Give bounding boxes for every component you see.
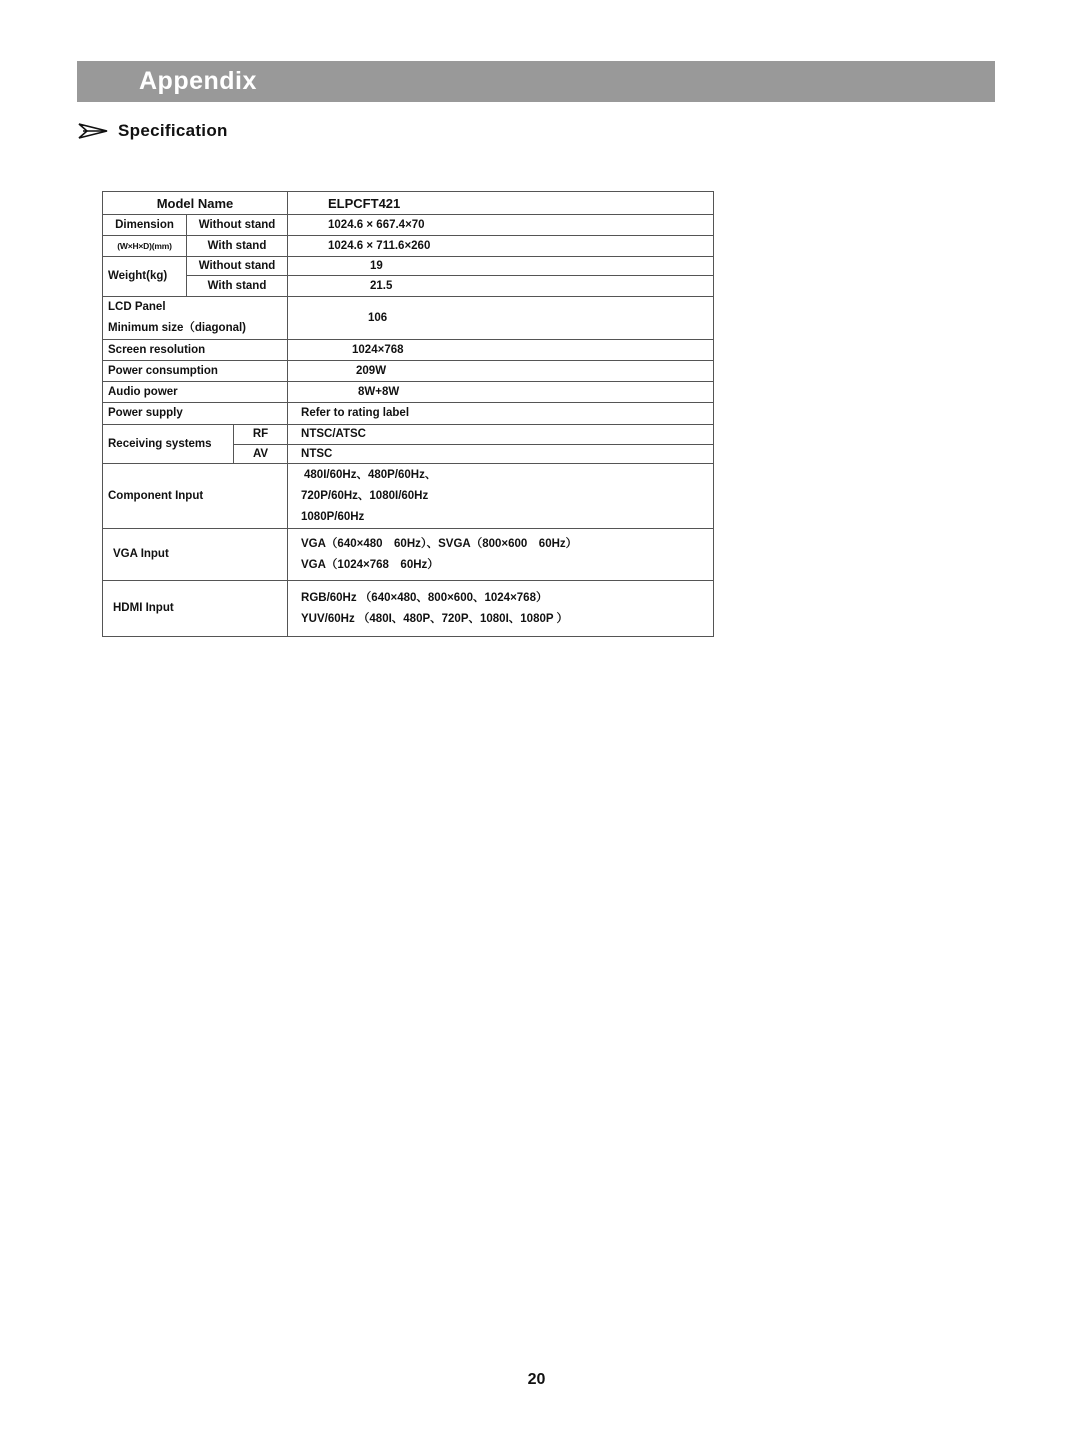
component-input-line2: 720P/60Hz、1080I/60Hz bbox=[301, 489, 429, 502]
weight-label: Weight(kg) bbox=[103, 257, 187, 297]
dimension-unit: (W×H×D)(mm) bbox=[103, 236, 187, 257]
power-supply-label: Power supply bbox=[103, 403, 288, 425]
receiving-rf-value: NTSC/ATSC bbox=[288, 425, 714, 445]
hdmi-input-value bbox=[288, 581, 714, 637]
dimension-without-stand-label: Without stand bbox=[187, 215, 288, 236]
table-row bbox=[103, 297, 714, 340]
table-row bbox=[103, 425, 714, 445]
hdmi-input-line2: YUV/60Hz （480I、480P、720P、1080I、1080P ） bbox=[301, 612, 569, 625]
table-row bbox=[103, 192, 714, 215]
model-name-value: ELPCFT421 bbox=[288, 192, 714, 215]
table-row bbox=[103, 382, 714, 403]
arrow-right-icon bbox=[78, 123, 108, 139]
page-number: 20 bbox=[527, 1371, 546, 1388]
dimension-label: Dimension bbox=[103, 215, 187, 236]
receiving-av-label: AV bbox=[234, 445, 288, 464]
screen-resolution-label: Screen resolution bbox=[103, 340, 288, 361]
power-consumption-value: 209W bbox=[288, 361, 714, 382]
lcd-panel-label bbox=[103, 297, 288, 340]
table-row bbox=[103, 581, 714, 637]
weight-without-stand-label: Without stand bbox=[187, 257, 288, 276]
lcd-panel-label-line2: Minimum size（diagonal) bbox=[108, 322, 247, 334]
receiving-systems-label: Receiving systems bbox=[103, 425, 234, 464]
component-input-line3: 1080P/60Hz bbox=[301, 510, 365, 523]
appendix-banner bbox=[77, 61, 995, 102]
dimension-with-stand-label: With stand bbox=[187, 236, 288, 257]
receiving-rf-label: RF bbox=[234, 425, 288, 445]
dimension-without-stand-value: 1024.6 × 667.4×70 bbox=[288, 215, 714, 236]
lcd-panel-value: 106 bbox=[288, 297, 714, 340]
component-input-value bbox=[288, 464, 714, 529]
weight-without-stand-value: 19 bbox=[288, 257, 714, 276]
receiving-av-value: NTSC bbox=[288, 445, 714, 464]
table-row bbox=[103, 215, 714, 236]
weight-with-stand-value: 21.5 bbox=[288, 276, 714, 297]
vga-input-label: VGA Input bbox=[103, 529, 288, 581]
specification-table bbox=[102, 191, 714, 637]
audio-power-label: Audio power bbox=[103, 382, 288, 403]
screen-resolution-value: 1024×768 bbox=[288, 340, 714, 361]
weight-with-stand-label: With stand bbox=[187, 276, 288, 297]
power-supply-value: Refer to rating label bbox=[288, 403, 714, 425]
vga-input-line2: VGA（1024×768 60Hz） bbox=[301, 558, 439, 571]
page-title: Appendix bbox=[139, 67, 257, 95]
table-row bbox=[103, 236, 714, 257]
dimension-with-stand-value: 1024.6 × 711.6×260 bbox=[288, 236, 714, 257]
section-heading bbox=[78, 119, 228, 143]
hdmi-input-label: HDMI Input bbox=[103, 581, 288, 637]
audio-power-value: 8W+8W bbox=[288, 382, 714, 403]
table-row bbox=[103, 403, 714, 425]
hdmi-input-line1: RGB/60Hz （640×480、800×600、1024×768） bbox=[301, 591, 548, 604]
table-row bbox=[103, 257, 714, 276]
component-input-label: Component Input bbox=[103, 464, 288, 529]
table-row bbox=[103, 276, 714, 297]
table-row bbox=[103, 464, 714, 529]
component-input-line1: 480I/60Hz、480P/60Hz、 bbox=[304, 468, 437, 481]
table-row bbox=[103, 340, 714, 361]
vga-input-value bbox=[288, 529, 714, 581]
model-name-label: Model Name bbox=[103, 192, 288, 215]
table-row bbox=[103, 361, 714, 382]
power-consumption-label: Power consumption bbox=[103, 361, 288, 382]
section-title: Specification bbox=[118, 121, 228, 140]
vga-input-line1: VGA（640×480 60Hz）、SVGA（800×600 60Hz） bbox=[301, 537, 578, 550]
table-row bbox=[103, 529, 714, 581]
lcd-panel-label-line1: LCD Panel bbox=[108, 301, 166, 313]
